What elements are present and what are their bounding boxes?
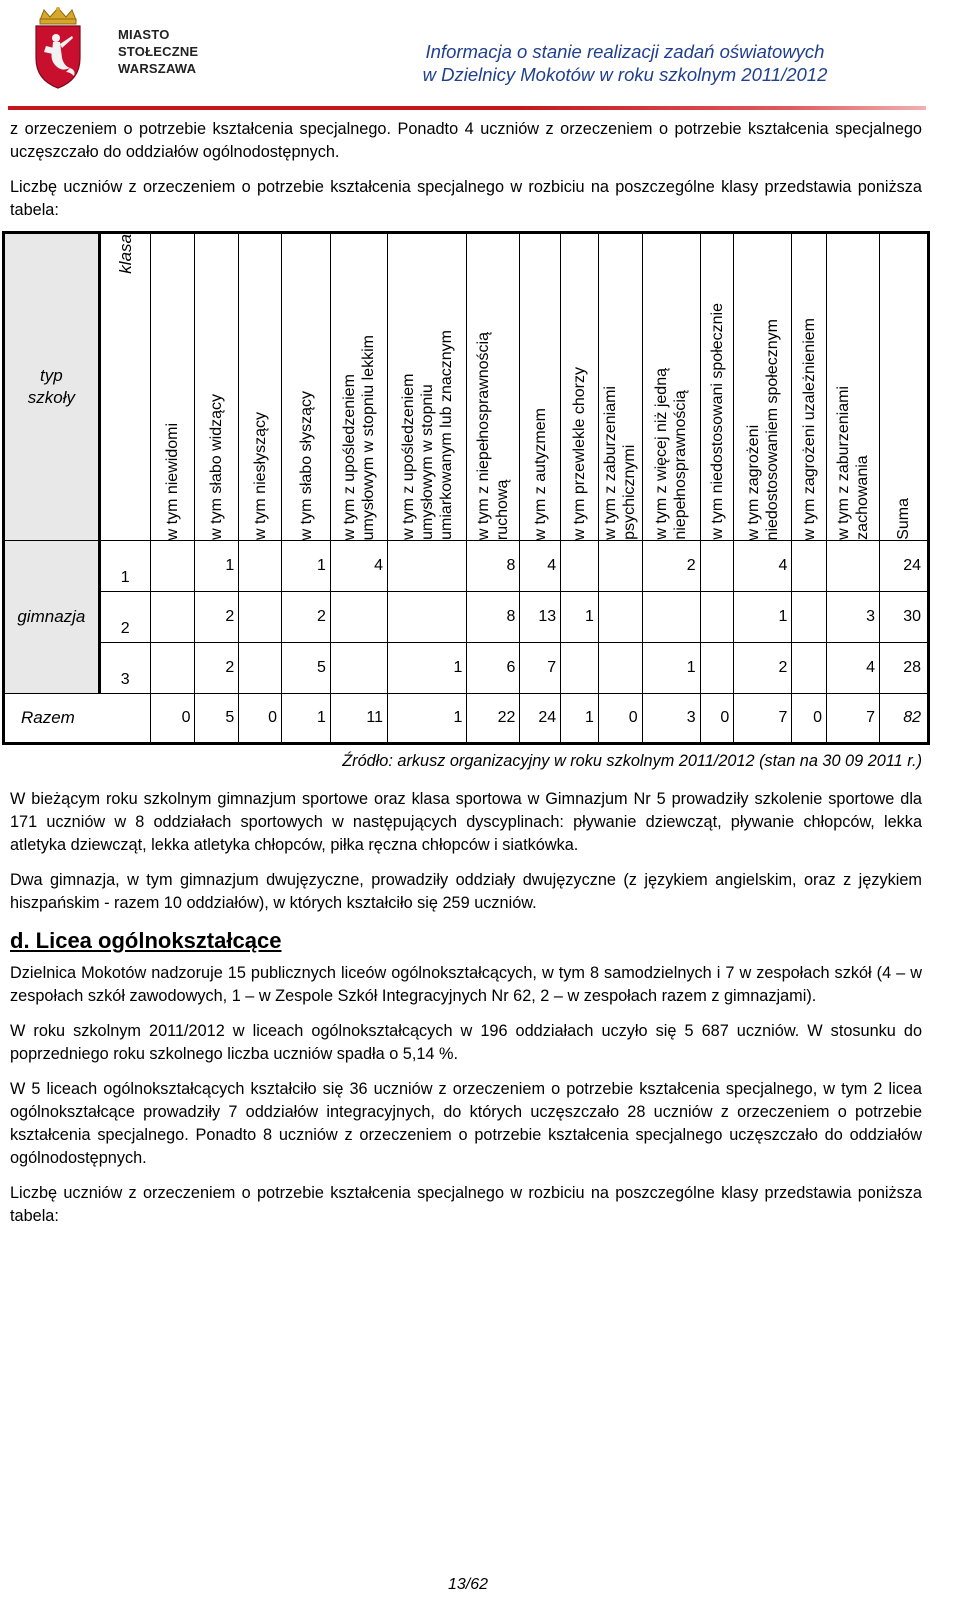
- header-col: [330, 233, 387, 541]
- table-cell: [239, 643, 282, 694]
- table-row: [4, 643, 929, 694]
- header-col: [520, 233, 561, 541]
- table-cell: 4: [827, 643, 880, 694]
- header-col: [388, 233, 467, 541]
- table-cell: [792, 592, 827, 643]
- table-cell: 2: [734, 643, 792, 694]
- page-header: [0, 0, 960, 115]
- header-col-line: w tym z upośledzeniem: [340, 373, 358, 540]
- table-cell: [827, 541, 880, 592]
- class-cell: 1: [99, 541, 150, 592]
- header-class-label: klasa: [115, 234, 135, 274]
- paragraph: Liczbę uczniów z orzeczeniem o potrzebie kształcenia specjalnego w rozbiciu na poszczególne klasy przedstawia poniższa tabela:: [10, 1184, 922, 1225]
- header-col: [598, 233, 642, 541]
- document-title-line-1: Informacja o stanie realizacji zadań oświatowych: [425, 41, 825, 62]
- header-col-sum: [879, 233, 928, 541]
- table-cell: 4: [520, 541, 561, 592]
- logo-line: MIASTO: [118, 27, 170, 42]
- header-col: [792, 233, 827, 541]
- header-col-label: [474, 330, 512, 540]
- table-cell: [792, 541, 827, 592]
- header-col-label: Suma: [894, 498, 912, 540]
- total-cell: 0: [700, 694, 734, 744]
- total-cell: 0: [598, 694, 642, 744]
- intro-text: [10, 118, 922, 234]
- table-cell: [642, 592, 700, 643]
- header-col-label: w tym słabo słyszący: [297, 390, 315, 540]
- class-cell: 3: [99, 643, 150, 694]
- table-cell: [150, 643, 195, 694]
- header-col-line: niepełnosprawnością: [672, 390, 690, 540]
- table-cell: [239, 541, 282, 592]
- table-cell: 1: [388, 643, 467, 694]
- header-col-label: w tym z autyzmem: [531, 407, 549, 540]
- table-cell: [239, 592, 282, 643]
- header-col-line: w tym z niepełnosprawnością: [475, 331, 493, 540]
- paragraph: W bieżącym roku szkolnym gimnazjum sportowe oraz klasa sportowa w Gimnazjum Nr 5 prowadziły szkolenie sportowe dla 171 uczniów w 8 oddziałach sportowych w następujących dyscyplinach: pływanie dziewcząt, pływanie chłopców, lekka atletyka dziewcząt, lekka atletyka chłopców, piłka ręczna chłopców i siatkówka.: [10, 790, 922, 854]
- table-cell: [598, 592, 642, 643]
- header-col-line: w tym z więcej niż jedną: [653, 368, 671, 540]
- total-cell: 0: [150, 694, 195, 744]
- sum-cell: 28: [879, 643, 928, 694]
- header-col-line: w tym z zaburzeniami: [602, 386, 620, 540]
- header-col-line: umiarkowanym lub znacznym: [437, 330, 455, 540]
- header-col: [700, 233, 734, 541]
- table-cell: [561, 643, 599, 694]
- header-col: [642, 233, 700, 541]
- header-divider: [8, 106, 926, 110]
- header-school-type: [4, 233, 100, 541]
- document-title-line-2: w Dzielnicy Mokotów w roku szkolnym 2011/2012: [422, 64, 828, 85]
- table-source-note: Źródło: arkusz organizacyjny w roku szkolnym 2011/2012 (stan na 30 09 2011 r.): [342, 752, 922, 770]
- table-cell: 1: [195, 541, 239, 592]
- total-cell: 1: [388, 694, 467, 744]
- total-cell: 1: [282, 694, 331, 744]
- total-cell: 11: [330, 694, 387, 744]
- table-cell: [700, 643, 734, 694]
- logo-wordmark: [118, 26, 198, 77]
- total-cell: 22: [467, 694, 520, 744]
- table-cell: 2: [642, 541, 700, 592]
- table-cell: [150, 541, 195, 592]
- table-cell: [700, 541, 734, 592]
- header-col-label: [834, 384, 872, 540]
- table-cell: 2: [195, 592, 239, 643]
- table-cell: 5: [282, 643, 331, 694]
- table-cell: 7: [520, 643, 561, 694]
- document-title: [340, 40, 910, 86]
- table-cell: 1: [734, 592, 792, 643]
- header-col-line: niedostosowaniem społecznym: [763, 318, 781, 540]
- logo-line: WARSZAWA: [118, 61, 197, 76]
- header-col-label: [340, 333, 378, 540]
- table-cell: 3: [827, 592, 880, 643]
- header-col-line: w tym zagrożeni: [744, 424, 762, 540]
- header-col: [282, 233, 331, 541]
- header-col: [239, 233, 282, 541]
- header-col-label: w tym niedostosowani społecznie: [708, 303, 726, 540]
- table-header-row: [4, 233, 929, 541]
- header-col-label: [601, 384, 639, 540]
- header-col-label: w tym słabo widzący: [208, 394, 226, 540]
- header-col-line: w tym z upośledzeniem: [399, 373, 417, 540]
- paragraph: W roku szkolnym 2011/2012 w liceach ogólnokształcących w 196 oddziałach uczyło się 5 687 uczniów. W stosunku do poprzedniego roku szkolnego liczba uczniów spadła o 5,14 %.: [10, 1022, 922, 1063]
- total-cell: 0: [239, 694, 282, 744]
- header-col-line: zachowania: [853, 455, 871, 540]
- header-col-label: [399, 328, 456, 540]
- body-text: [10, 788, 922, 1240]
- total-cell: 3: [642, 694, 700, 744]
- header-col: [827, 233, 880, 541]
- special-needs-table-container: [2, 231, 930, 739]
- table-cell: [598, 643, 642, 694]
- table-total-row: [4, 694, 929, 744]
- table-cell: 6: [467, 643, 520, 694]
- header-col-label: w tym niesłyszący: [251, 411, 269, 540]
- total-cell: 7: [734, 694, 792, 744]
- crown-shield-icon: [26, 6, 90, 90]
- header-col-label: w tym zagrożeni uzależnieniem: [800, 317, 818, 540]
- class-cell: 2: [99, 592, 150, 643]
- header-col: [467, 233, 520, 541]
- table-cell: 8: [467, 541, 520, 592]
- header-col-label: [744, 317, 782, 540]
- table-cell: 2: [282, 592, 331, 643]
- total-cell: 0: [792, 694, 827, 744]
- special-needs-table: [2, 231, 930, 745]
- sum-cell: 24: [879, 541, 928, 592]
- table-cell: 2: [195, 643, 239, 694]
- table-cell: [388, 592, 467, 643]
- paragraph: W 5 liceach ogólnokształcących kształciło się 36 uczniów z orzeczeniem o potrzebie kształcenia specjalnego, w tym 2 licea ogólnokształcące prowadziły 7 oddziałów integracyjnych, do których uczęszczało 28 uczniów z orzeczeniem o potrzebie kształcenia specjalnego. Ponadto 8 uczniów z orzeczeniem o potrzebie kształcenia specjalnego uczęszczało do oddziałów ogólnodostępnych.: [10, 1080, 922, 1167]
- header-school-type-line-1: typ: [40, 366, 63, 385]
- header-col-line: umysłowym w stopniu lekkim: [359, 334, 377, 540]
- table-cell: 13: [520, 592, 561, 643]
- total-cell: 5: [195, 694, 239, 744]
- total-label: Razem: [4, 694, 151, 744]
- table-cell: [598, 541, 642, 592]
- table-cell: 8: [467, 592, 520, 643]
- paragraph: Dwa gimnazja, w tym gimnazjum dwujęzyczne, prowadziły oddziały dwujęzyczne (z językiem angielskim, oraz z językiem hiszpańskim - razem 10 oddziałów), w których kształciło się 259 uczniów.: [10, 871, 922, 912]
- header-col-line: psychicznymi: [621, 444, 639, 540]
- grand-total-cell: 82: [879, 694, 928, 744]
- header-col: [195, 233, 239, 541]
- header-school-type-line-2: szkoły: [27, 388, 75, 407]
- paragraph: Dzielnica Mokotów nadzoruje 15 publicznych liceów ogólnokształcących, w tym 8 samodzielnych i 7 w zespołach szkół (4 – w zespołach szkół zawodowych, 1 – w Zespole Szkół Integracyjnych Nr 62, 2 – w zespołach razem z gimnazjami).: [10, 964, 922, 1005]
- header-col-label: [652, 366, 690, 540]
- table-row: [4, 592, 929, 643]
- header-col-label: w tym niewidomi: [164, 422, 182, 540]
- table-cell: 4: [734, 541, 792, 592]
- header-col-line: ruchową: [494, 479, 512, 540]
- table-cell: [561, 541, 599, 592]
- table-cell: [700, 592, 734, 643]
- section-heading: d. Licea ogólnokształcące: [10, 928, 282, 953]
- paragraph: Liczbę uczniów z orzeczeniem o potrzebie kształcenia specjalnego w rozbiciu na poszczególne klasy przedstawia poniższa tabela:: [10, 178, 922, 219]
- header-col-line: w tym z zaburzeniami: [834, 386, 852, 540]
- paragraph: z orzeczeniem o potrzebie kształcenia specjalnego. Ponadto 4 uczniów z orzeczeniem o potrzebie kształcenia specjalnego uczęszczało do oddziałów ogólnodostępnych.: [10, 120, 922, 161]
- table-cell: [388, 541, 467, 592]
- logo-line: STOŁECZNE: [118, 44, 199, 59]
- table-cell: [792, 643, 827, 694]
- header-col-label: w tym przewlekle chorzy: [571, 366, 588, 540]
- header-col: [734, 233, 792, 541]
- sum-cell: 30: [879, 592, 928, 643]
- table-row: [4, 541, 929, 592]
- page-number: 13/62: [447, 1576, 489, 1593]
- table-cell: 1: [282, 541, 331, 592]
- table-cell: [150, 592, 195, 643]
- header-col: [150, 233, 195, 541]
- table-cell: [330, 643, 387, 694]
- table-cell: 1: [561, 592, 599, 643]
- table-cell: 1: [642, 643, 700, 694]
- total-cell: 1: [561, 694, 599, 744]
- total-cell: 7: [827, 694, 880, 744]
- header-col: [561, 233, 599, 541]
- table-cell: [330, 592, 387, 643]
- warsaw-coat-of-arms-logo: [26, 6, 90, 90]
- header-class: [99, 233, 150, 541]
- table-cell: 4: [330, 541, 387, 592]
- total-cell: 24: [520, 694, 561, 744]
- school-type-cell: gimnazja: [4, 541, 100, 694]
- header-col-line: umysłowym w stopniu: [418, 384, 436, 540]
